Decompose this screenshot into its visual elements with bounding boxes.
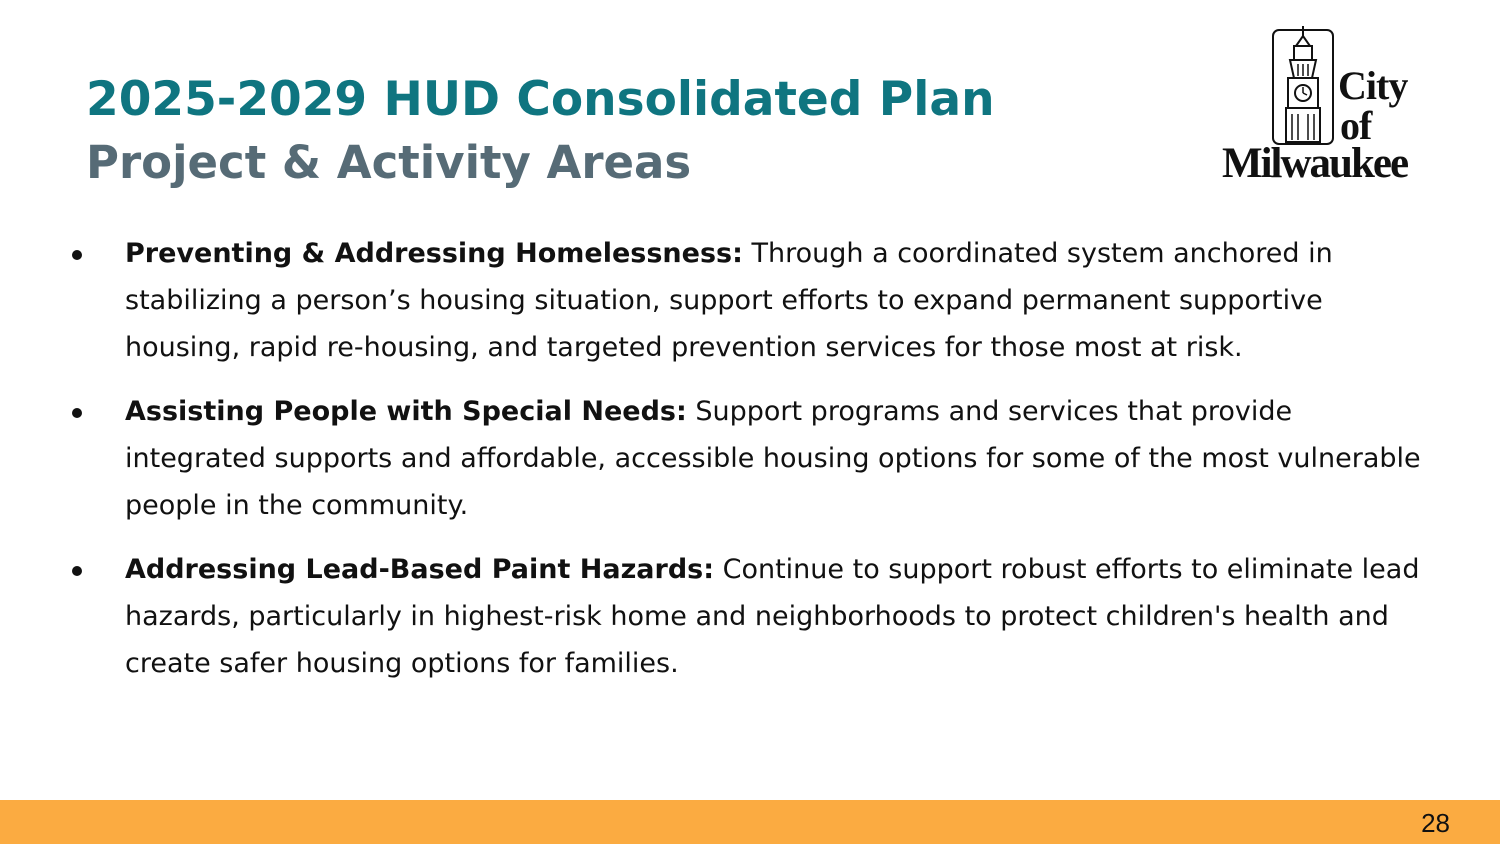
footer-bar [0,800,1500,844]
bullet-list [70,230,1440,704]
city-of-milwaukee-logo [1222,24,1418,186]
bullet-text: Support programs and services that provide integrated supports and affordable, accessible housing options for some of the most vulnerable people in the community. [125,396,1421,521]
slide-subtitle: Project & Activity Areas [86,136,692,189]
bullet-dot-icon [72,250,82,260]
bullet-text: Continue to support robust efforts to eliminate lead hazards, particularly in highest-risk home and neighborhoods to protect children's health and create safer housing options for families. [125,554,1420,679]
bullet-heading: Preventing & Addressing Homelessness: [125,238,743,269]
logo-text-of: of [1340,103,1372,148]
logo-text-milwaukee: Milwaukee [1222,140,1408,187]
bullet-dot-icon [72,408,82,418]
slide-title: 2025-2029 HUD Consolidated Plan [86,72,995,127]
bullet-item [70,230,1440,371]
page-number: 28 [1421,808,1450,838]
bullet-item [70,546,1440,687]
logo-text-city: City [1338,63,1408,108]
bullet-heading: Assisting People with Special Needs: [125,396,687,427]
bullet-text: Through a coordinated system anchored in stabilizing a person’s housing situation, support efforts to expand permanent supportive housing, rapid re-housing, and targeted prevention services for those most at risk. [125,238,1333,363]
bullet-item [70,388,1440,529]
bullet-dot-icon [72,566,82,576]
city-hall-tower-icon [1272,24,1336,146]
bullet-heading: Addressing Lead-Based Paint Hazards: [125,554,715,585]
